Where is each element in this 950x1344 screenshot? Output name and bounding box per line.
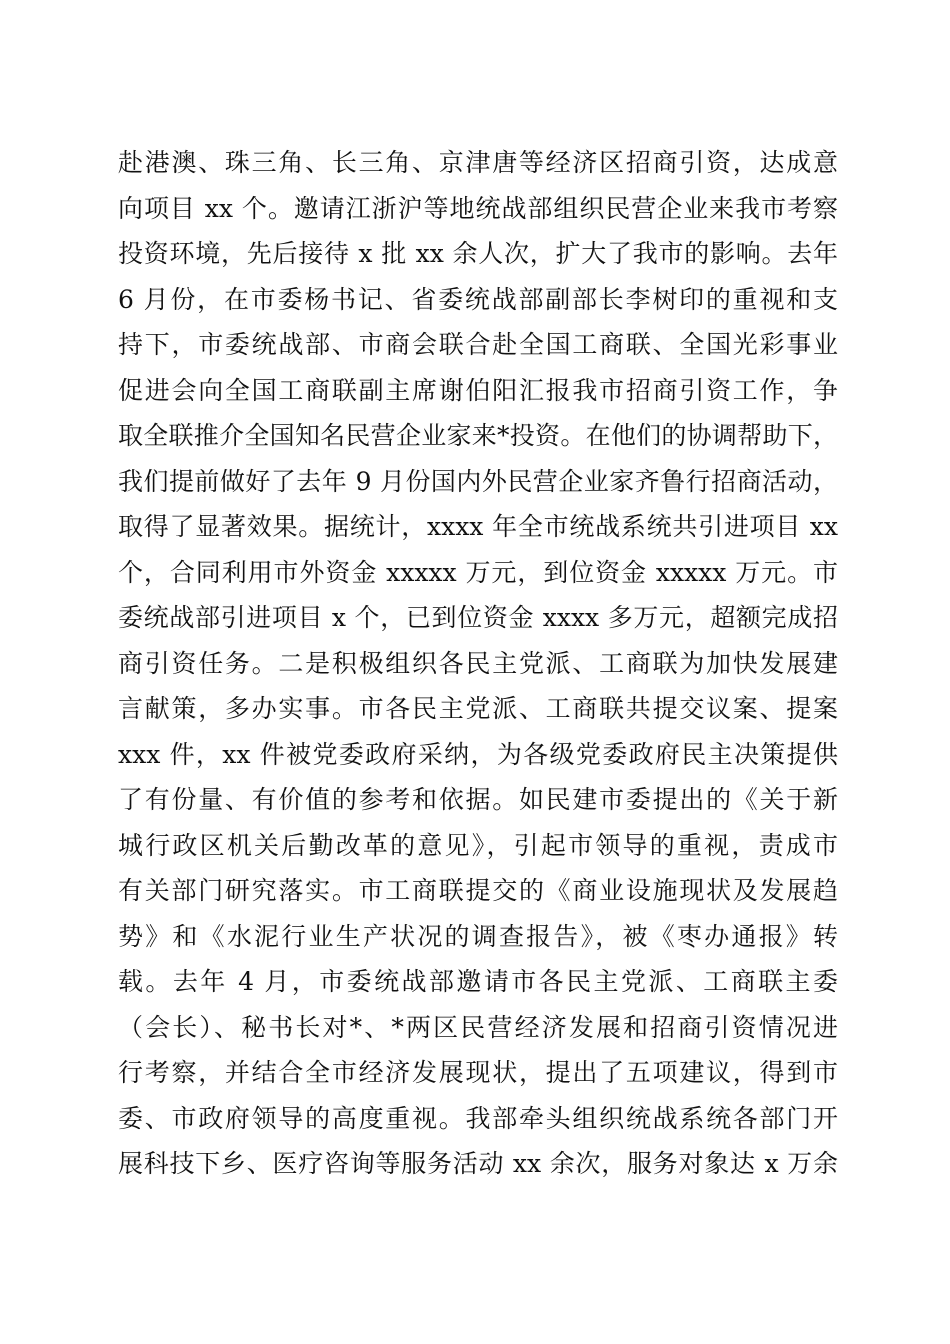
- body-paragraph: [118, 140, 838, 1187]
- text-line: 投资环境，先后接待 x 批 xx 余人次，扩大了我市的影响。去年: [118, 239, 838, 268]
- text-line: 我们提前做好了去年 9 月份国内外民营企业家齐鲁行招商活动，: [118, 466, 838, 496]
- text-line: 个，合同利用市外资金 xxxxx 万元，到位资金 xxxxx 万元。市: [118, 557, 838, 587]
- text-line: 取全联推介全国知名民营企业家来*投资。在他们的协调帮助下，: [118, 421, 838, 450]
- text-line: 行考察，并结合全市经济发展现状，提出了五项建议，得到市: [118, 1058, 838, 1087]
- text-line: 展科技下乡、医疗咨询等服务活动 xx 余次，服务对象达 x 万余: [118, 1149, 838, 1178]
- text-line: 取得了显著效果。据统计，xxxx 年全市统战系统共引进项目 xx: [118, 512, 838, 541]
- text-line: 持下，市委统战部、市商会联合赴全国工商联、全国光彩事业: [118, 330, 838, 359]
- text-line: 商引资任务。二是积极组织各民主党派、工商联为加快发展建: [118, 648, 838, 678]
- text-line: 势》和《水泥行业生产状况的调查报告》，被《枣办通报》转: [118, 921, 838, 951]
- text-line: 委、市政府领导的高度重视。我部牵头组织统战系统各部门开: [118, 1103, 838, 1133]
- text-line: 有关部门研究落实。市工商联提交的《商业设施现状及发展趋: [118, 876, 838, 905]
- text-line: xxx 件，xx 件被党委政府采纳，为各级党委政府民主决策提供: [118, 739, 838, 769]
- text-line: 载。去年 4 月，市委统战部邀请市各民主党派、工商联主委: [118, 967, 838, 996]
- text-line: 了有份量、有价值的参考和依据。如民建市委提出的《关于新: [118, 785, 838, 814]
- text-line: （会长）、秘书长对*、*两区民营经济发展和招商引资情况进: [118, 1012, 838, 1042]
- text-line: 6 月份，在市委杨书记、省委统战部副部长李树印的重视和支: [118, 284, 838, 314]
- text-line: 赴港澳、珠三角、长三角、京津唐等经济区招商引资，达成意: [118, 148, 838, 177]
- text-line: 言献策，多办实事。市各民主党派、工商联共提交议案、提案: [118, 694, 838, 723]
- text-line: 城行政区机关后勤改革的意见》，引起市领导的重视，责成市: [118, 830, 838, 860]
- text-line: 委统战部引进项目 x 个，已到位资金 xxxx 多万元，超额完成招: [118, 603, 838, 632]
- text-line: 促进会向全国工商联副主席谢伯阳汇报我市招商引资工作，争: [118, 375, 838, 405]
- text-line: 向项目 xx 个。邀请江浙沪等地统战部组织民营企业来我市考察: [118, 193, 838, 223]
